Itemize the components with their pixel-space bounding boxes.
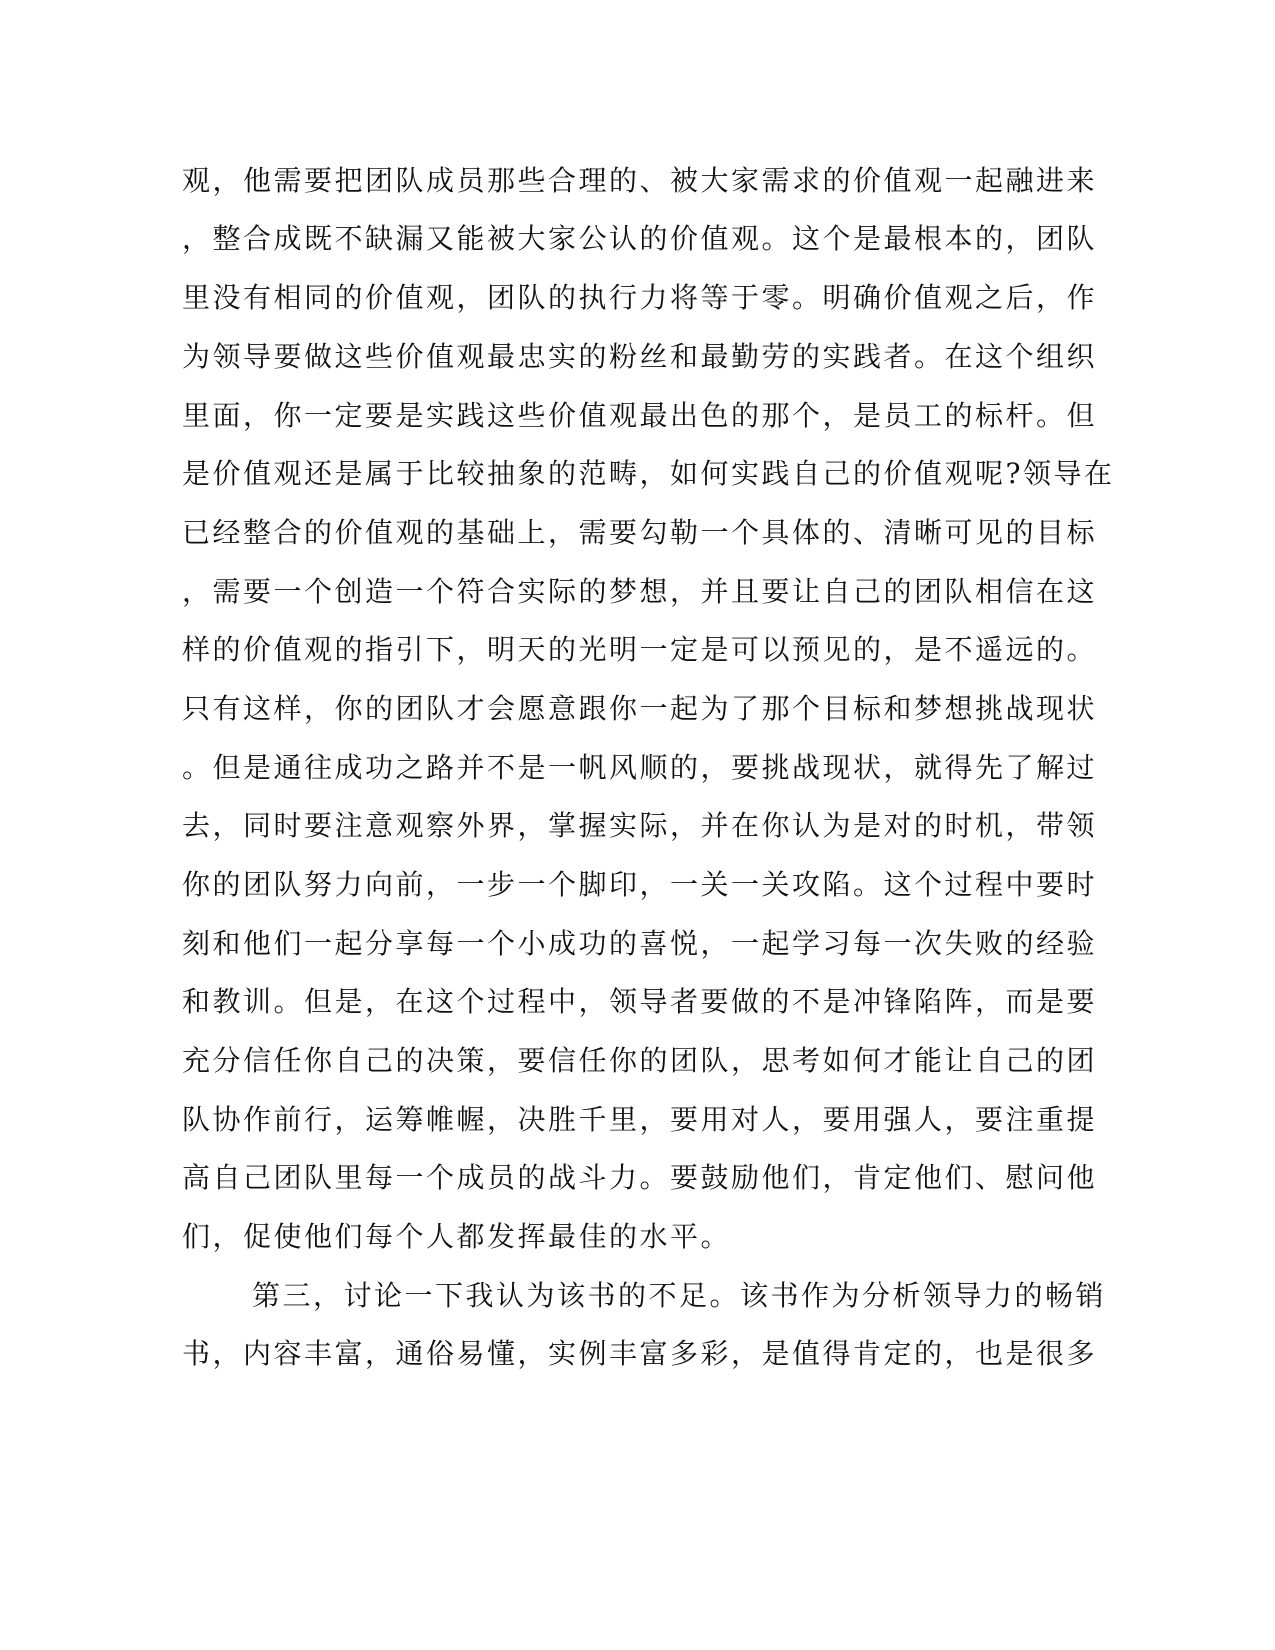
text-line: 充分信任你自己的决策，要信任你的团队，思考如何才能让自己的团 xyxy=(182,1044,1098,1077)
text-line: 是价值观还是属于比较抽象的范畴，如何实践自己的价值观呢?领导在 xyxy=(182,457,1115,490)
text-line: 去，同时要注意观察外界，掌握实际，并在你认为是对的时机，带领 xyxy=(182,809,1098,842)
text-line: 们，促使他们每个人都发挥最佳的水平。 xyxy=(182,1220,732,1253)
text-line: 你的团队努力向前，一步一个脚印，一关一关攻陷。这个过程中要时 xyxy=(182,868,1098,901)
text-line: 和教训。但是，在这个过程中，领导者要做的不是冲锋陷阵，而是要 xyxy=(182,985,1098,1018)
text-line: 只有这样，你的团队才会愿意跟你一起为了那个目标和梦想挑战现状 xyxy=(182,692,1098,725)
text-line: 队协作前行，运筹帷幄，决胜千里，要用对人，要用强人，要注重提 xyxy=(182,1103,1098,1136)
text-line: 里没有相同的价值观，团队的执行力将等于零。明确价值观之后，作 xyxy=(182,281,1098,314)
text-line: 已经整合的价值观的基础上，需要勾勒一个具体的、清晰可见的目标 xyxy=(182,516,1098,549)
text-line: 书，内容丰富，通俗易懂，实例丰富多彩，是值得肯定的，也是很多 xyxy=(182,1337,1098,1370)
text-line: 刻和他们一起分享每一个小成功的喜悦，一起学习每一次失败的经验 xyxy=(182,927,1098,960)
paragraph-first-line: 第三，讨论一下我认为该书的不足。该书作为分析领导力的畅销 xyxy=(252,1279,1107,1312)
text-line: 样的价值观的指引下，明天的光明一定是可以预见的，是不遥远的。 xyxy=(182,633,1098,666)
text-line: 高自己团队里每一个成员的战斗力。要鼓励他们，肯定他们、慰问他 xyxy=(182,1161,1098,1194)
text-line: 为领导要做这些价值观最忠实的粉丝和最勤劳的实践者。在这个组织 xyxy=(182,340,1098,373)
text-line: 。但是通往成功之路并不是一帆风顺的，要挑战现状，就得先了解过 xyxy=(182,751,1098,784)
text-line: ，需要一个创造一个符合实际的梦想，并且要让自己的团队相信在这 xyxy=(182,575,1098,608)
text-line: 里面，你一定要是实践这些价值观最出色的那个，是员工的标杆。但 xyxy=(182,399,1098,432)
text-line: ，整合成既不缺漏又能被大家公认的价值观。这个是最根本的，团队 xyxy=(182,222,1098,255)
text-line: 观，他需要把团队成员那些合理的、被大家需求的价值观一起融进来 xyxy=(182,164,1098,197)
